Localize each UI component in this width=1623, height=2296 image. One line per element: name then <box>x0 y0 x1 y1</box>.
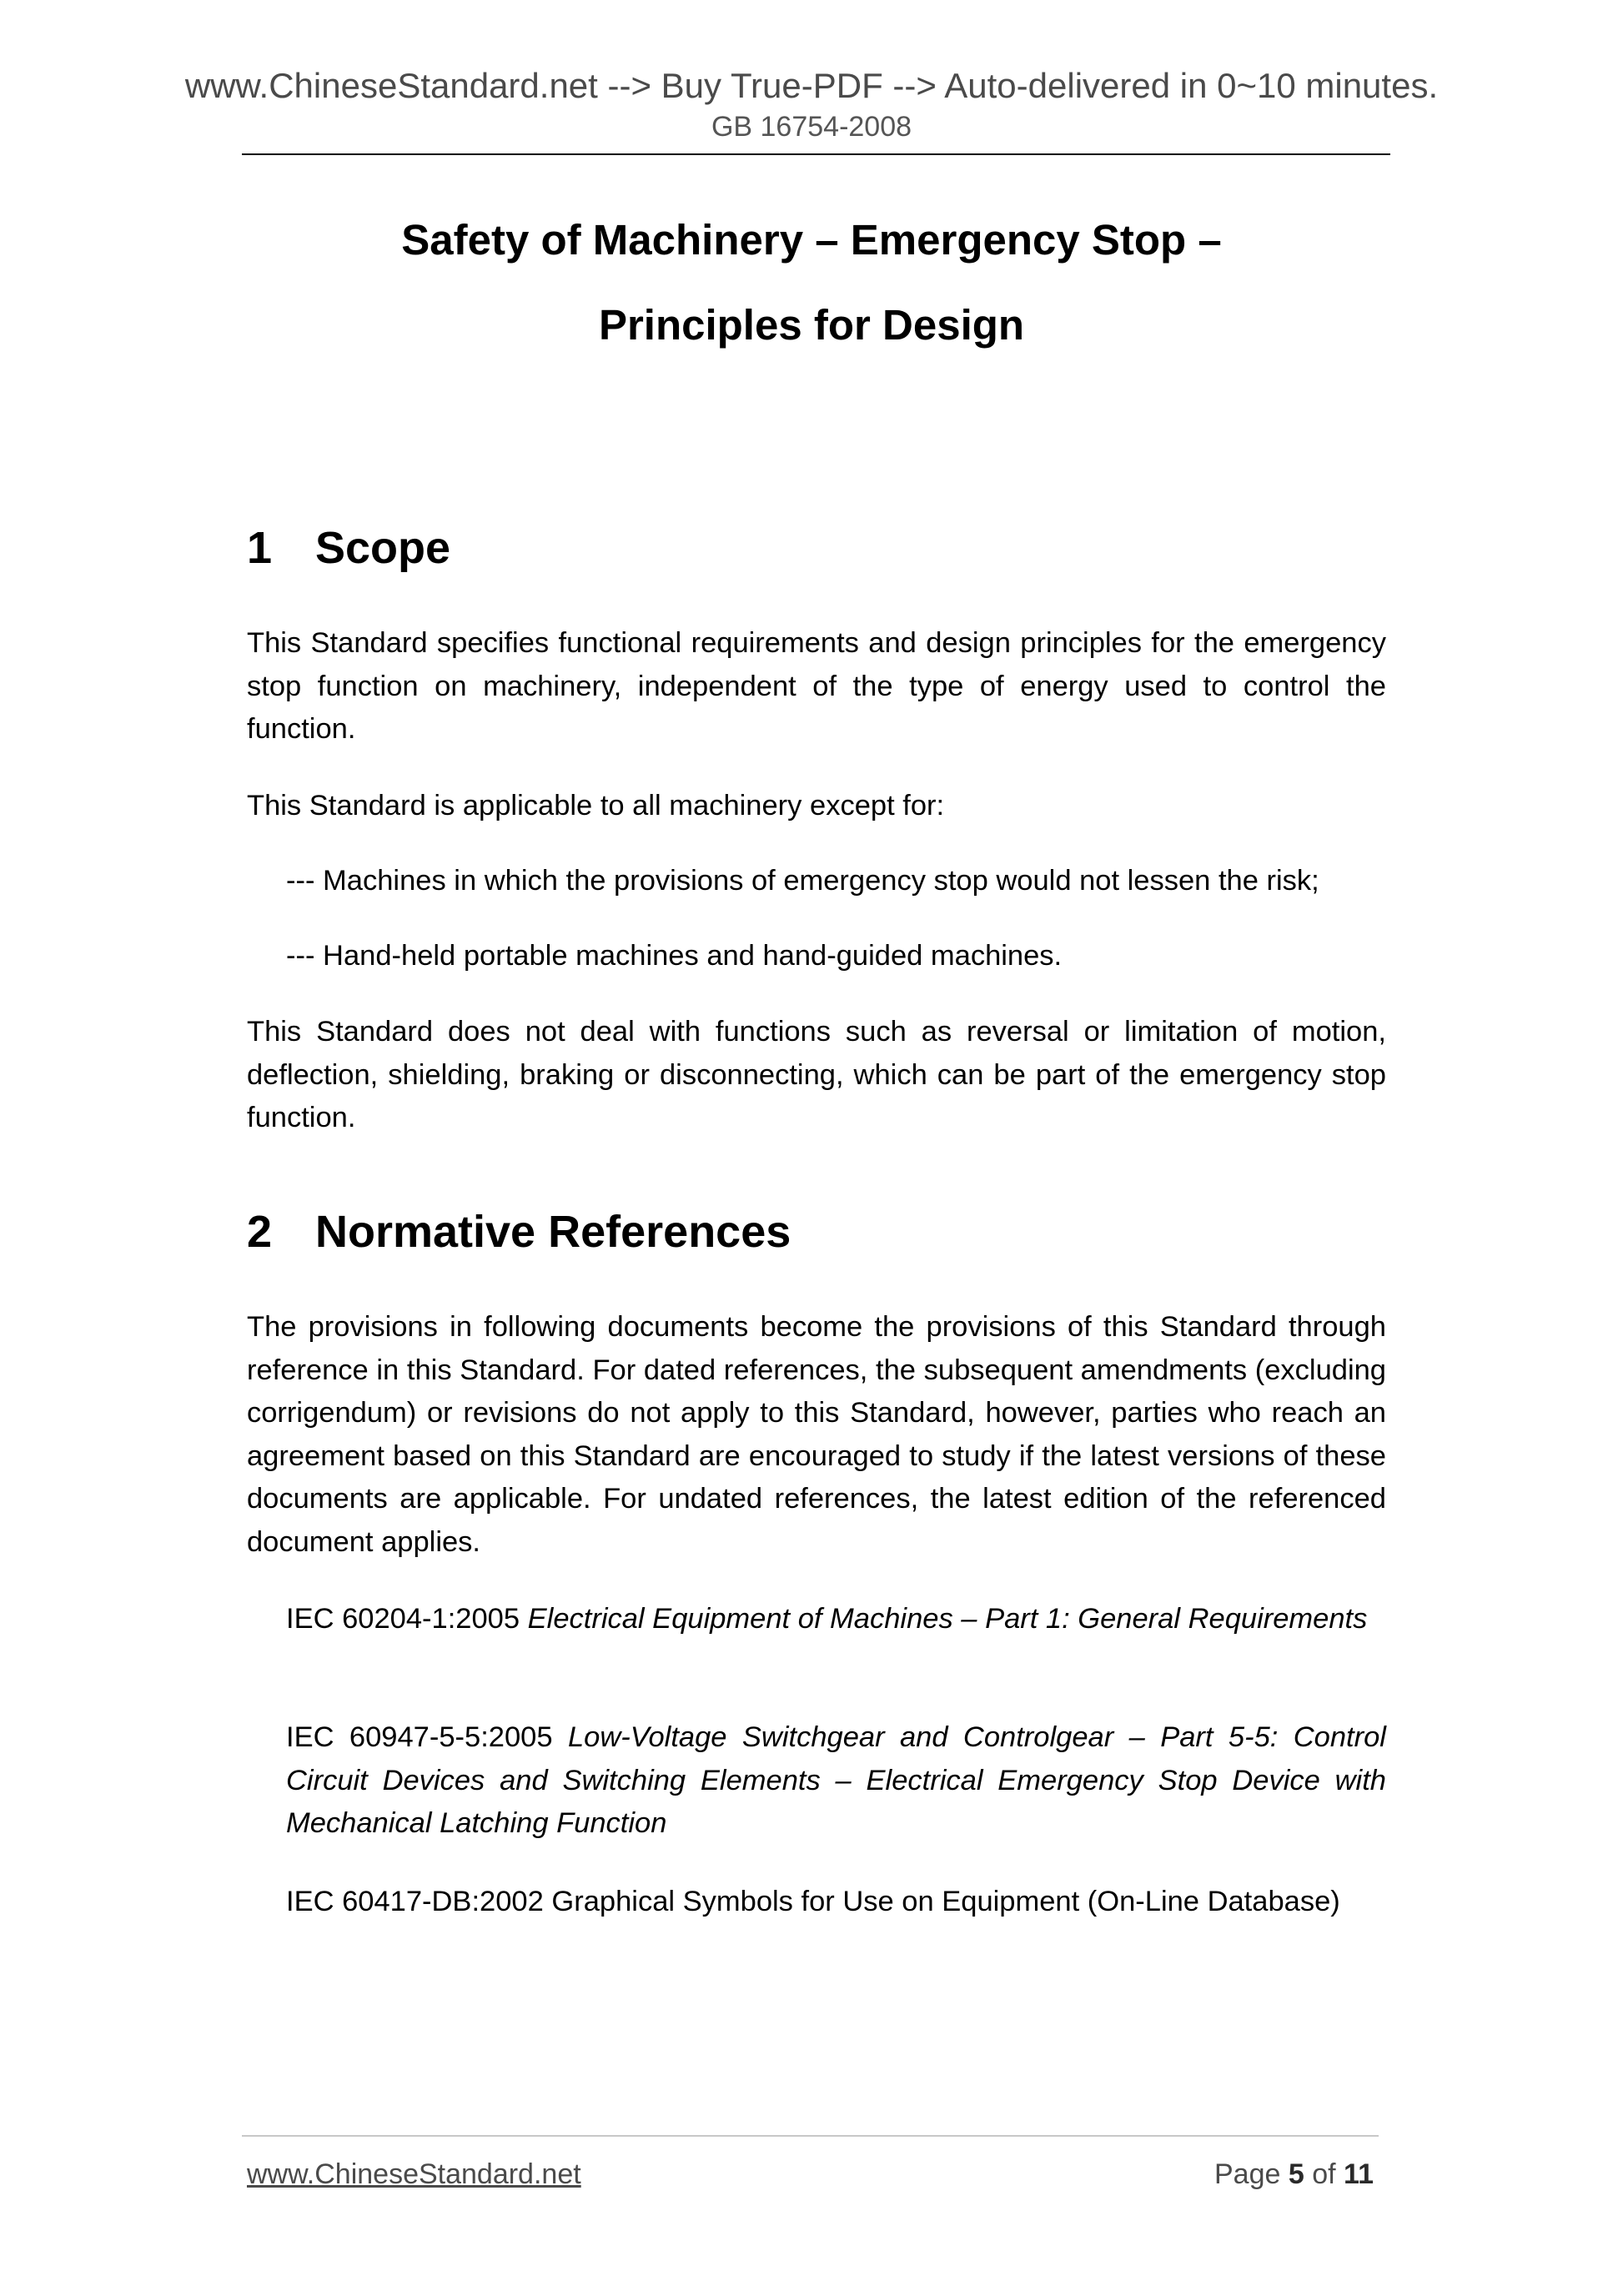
section-number: 1 <box>247 523 273 573</box>
footer-website-link[interactable]: www.ChineseStandard.net <box>247 2158 581 2190</box>
exception-item-1: --- Machines in which the provisions of emergency stop would not lessen the risk; <box>286 865 1319 897</box>
exception-item-2: --- Hand-held portable machines and hand-guided machines. <box>286 940 1063 972</box>
reference-code: IEC 60417-DB:2002 <box>286 1886 544 1917</box>
scope-paragraph-2: This Standard is applicable to all machinery except for: <box>247 790 945 821</box>
current-page-number: 5 <box>1288 2158 1304 2190</box>
reference-item <box>286 1598 1386 1641</box>
reference-item <box>286 1881 1386 1924</box>
section-title: Scope <box>315 523 451 573</box>
reference-title: Graphical Symbols for Use on Equipment (On-Line Database) <box>551 1886 1340 1917</box>
reference-item <box>286 1716 1386 1846</box>
section-heading-normative-references <box>247 1205 791 1259</box>
header-divider <box>242 153 1390 155</box>
scope-paragraph-3: This Standard does not deal with functions such as reversal or limitation of motion, deflection, shielding, braking or disconnecting, which can be part of the emergency stop function. <box>247 1016 1386 1133</box>
page-of-label: of <box>1312 2158 1336 2190</box>
scope-paragraph-1: This Standard specifies functional requirements and design principles for the emergency stop function on machinery, independent of the type of energy used to control the function. <box>247 627 1386 745</box>
document-title-line-2: Principles for Design <box>598 301 1025 349</box>
page-header <box>0 65 1623 145</box>
section-title: Normative References <box>315 1207 791 1257</box>
references-intro-paragraph: The provisions in following documents become the provisions of this Standard through reference in this Standard. For dated references, the subsequent amendments (excluding corrigendum) or revisions do not apply to this Standard, however, parties who reach an agreement based on this Standard are encouraged to study if the latest versions of these documents are applicable. For undated references, the latest edition of the referenced document applies. <box>247 1311 1386 1558</box>
reference-title: Low-Voltage Switchgear and Controlgear – Part 5-5: Control Circuit Devices and Switching Elements – Electrical Emergency Stop Device with Mechanical Latching Function <box>286 1721 1386 1839</box>
reference-title: Electrical Equipment of Machines – Part 1: General Requirements <box>527 1603 1368 1635</box>
page-indicator <box>1214 2157 1374 2192</box>
header-banner[interactable]: www.ChineseStandard.net --> Buy True-PDF --> Auto-delivered in 0~10 minutes. <box>184 66 1439 105</box>
total-page-count: 11 <box>1344 2158 1374 2190</box>
section-number: 2 <box>247 1207 273 1257</box>
footer-divider <box>242 2135 1379 2137</box>
reference-code: IEC 60947-5-5:2005 <box>286 1721 553 1753</box>
page-label: Page <box>1214 2158 1281 2190</box>
reference-code: IEC 60204-1:2005 <box>286 1603 520 1635</box>
section-heading-scope <box>247 521 450 575</box>
document-title-line-1: Safety of Machinery – Emergency Stop – <box>401 216 1222 264</box>
standard-code: GB 16754-2008 <box>711 111 912 143</box>
